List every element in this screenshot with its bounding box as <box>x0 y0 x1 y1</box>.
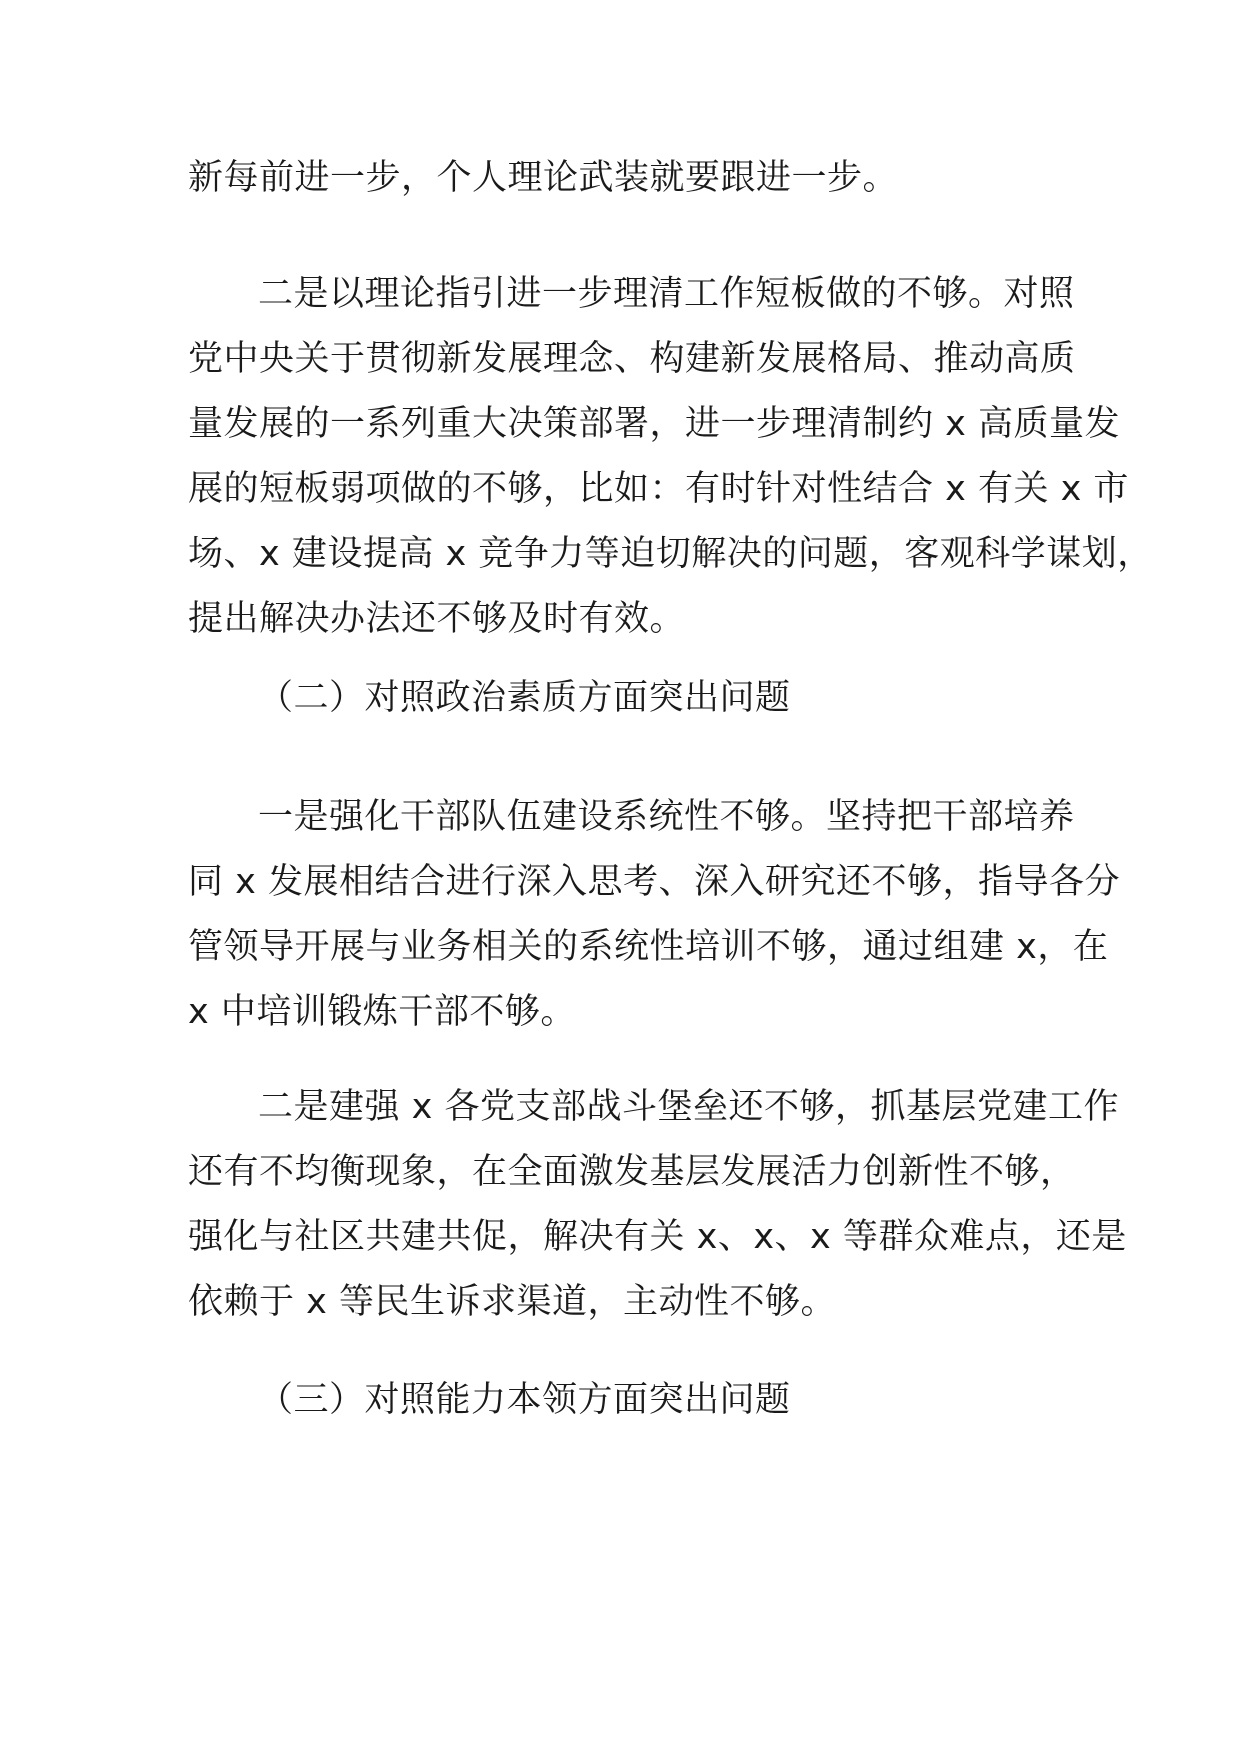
heading-line: （三）对照能力本领方面突出问题 <box>258 1380 791 1420</box>
text-line: 党中央关于贯彻新发展理念、构建新发展格局、推动高质 <box>188 339 1076 379</box>
text-line: 二是以理论指引进一步理清工作短板做的不够。对照 <box>258 274 1075 314</box>
paragraph-party-branches <box>188 1075 1127 1335</box>
text-line: 量发展的一系列重大决策部署，进一步理清制约 x 高质量发 <box>188 404 1120 444</box>
text-line: 新每前进一步，个人理论武装就要跟进一步。 <box>188 158 899 198</box>
text-line: x 中培训锻炼干部不够。 <box>188 992 576 1032</box>
text-line: 强化与社区共建共促，解决有关 x、x、x 等群众难点，还是 <box>188 1217 1127 1257</box>
text-line: 同 x 发展相结合进行深入思考、深入研究还不够，指导各分 <box>188 862 1120 902</box>
section-heading-political <box>188 666 1088 731</box>
text-line: 一是强化干部队伍建设系统性不够。坚持把干部培养 <box>258 797 1075 837</box>
paragraph-continuation <box>188 146 1088 211</box>
heading-line: （二）对照政治素质方面突出问题 <box>258 678 791 718</box>
text-line: 提出解决办法还不够及时有效。 <box>188 599 686 639</box>
text-line: 场、x 建设提高 x 竞争力等迫切解决的问题，客观科学谋划， <box>188 534 1153 574</box>
text-line: 还有不均衡现象，在全面激发基层发展活力创新性不够， <box>188 1152 1076 1192</box>
text-line: 依赖于 x 等民生诉求渠道，主动性不够。 <box>188 1282 836 1322</box>
paragraph-cadre-building <box>188 785 1120 1045</box>
text-line: 展的短板弱项做的不够，比如：有时针对性结合 x 有关 x 市 <box>188 469 1129 509</box>
paragraph-theory-shortcomings <box>188 262 1153 652</box>
section-heading-capability <box>188 1368 1088 1433</box>
text-line: 管领导开展与业务相关的系统性培训不够，通过组建 x，在 <box>188 927 1109 967</box>
text-line: 二是建强 x 各党支部战斗堡垒还不够，抓基层党建工作 <box>258 1087 1119 1127</box>
